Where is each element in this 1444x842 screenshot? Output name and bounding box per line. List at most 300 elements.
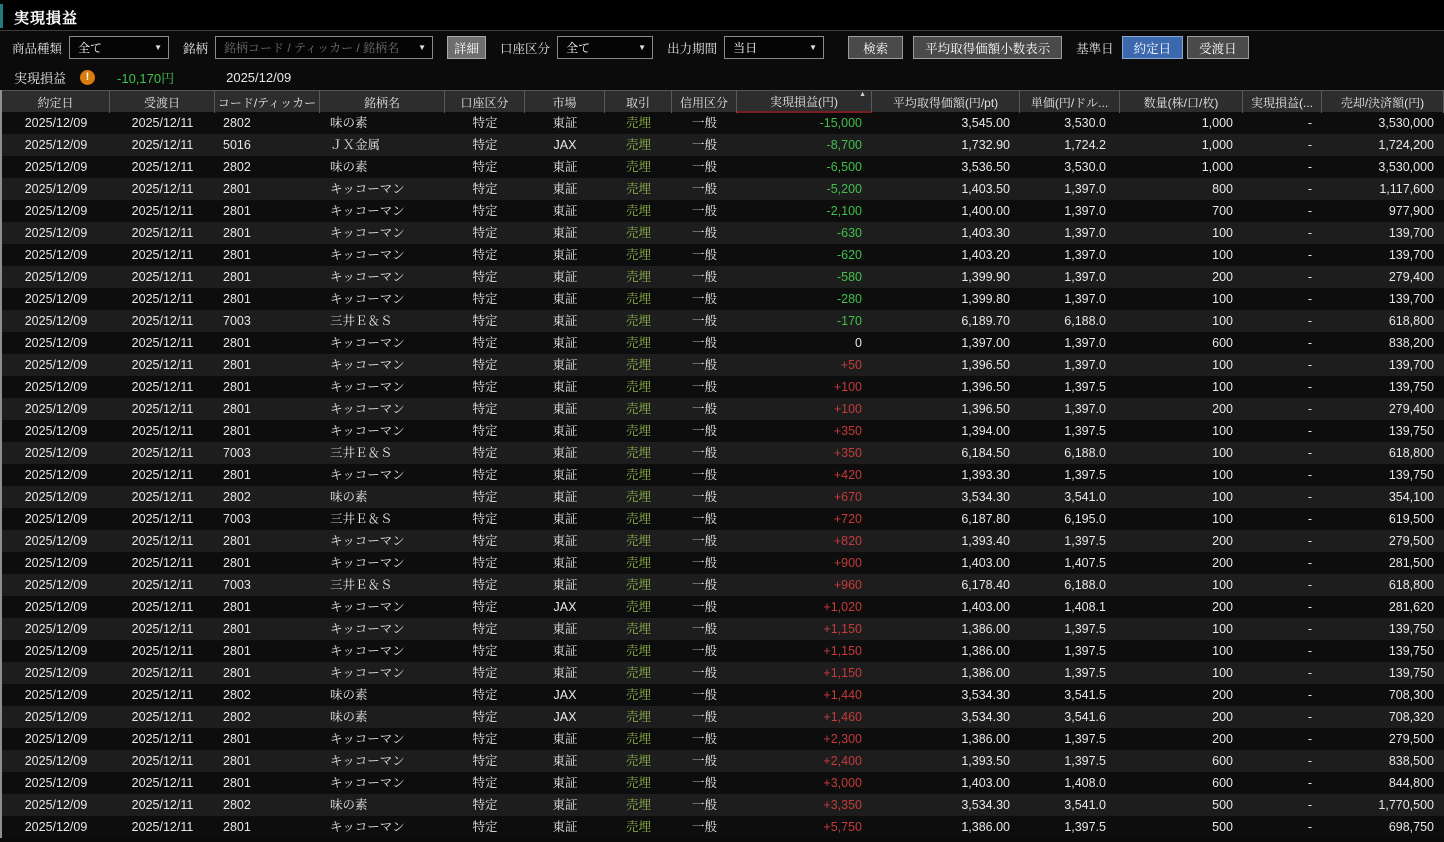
cell-realized-pl-2: - <box>1307 600 1312 614</box>
cell-trade-type: 売埋 <box>625 446 651 460</box>
cell-unit-price: 3,530.0 <box>1064 160 1106 174</box>
cell-realized-pl: +1,020 <box>823 600 862 614</box>
cell-realized-pl-2: - <box>1307 534 1312 548</box>
table-row[interactable] <box>2 442 1444 464</box>
cell-trade-type: 売埋 <box>625 644 651 658</box>
cell-quantity: 100 <box>1212 644 1233 658</box>
symbol-search-combobox[interactable] <box>215 36 433 59</box>
cell-market: 東証 <box>552 490 578 504</box>
search-button[interactable]: 検索 <box>848 36 903 59</box>
cell-trade-date: 2025/12/09 <box>24 754 88 768</box>
cell-account-type: 特定 <box>472 578 498 592</box>
cell-account-type: 特定 <box>472 336 498 350</box>
cell-symbol-name: キッコーマン <box>330 336 405 350</box>
cell-margin-type: 一般 <box>691 556 717 570</box>
cell-symbol-name: キッコーマン <box>330 776 405 790</box>
table-row[interactable] <box>2 684 1444 706</box>
cell-sell-settlement-amount: 838,200 <box>1388 336 1434 350</box>
cell-trade-date: 2025/12/09 <box>24 776 88 790</box>
cell-settlement-date: 2025/12/11 <box>131 336 194 350</box>
cell-account-type: 特定 <box>472 600 498 614</box>
cell-realized-pl-2: - <box>1307 138 1312 152</box>
cell-trade-type: 売埋 <box>625 402 651 416</box>
cell-quantity: 800 <box>1212 182 1233 196</box>
table-row[interactable] <box>2 772 1444 794</box>
cell-code-ticker: 2801 <box>223 358 251 372</box>
cell-settlement-date: 2025/12/11 <box>131 358 194 372</box>
cell-code-ticker: 2801 <box>223 820 251 834</box>
cell-settlement-date: 2025/12/11 <box>131 116 194 130</box>
cell-realized-pl: +1,150 <box>823 622 862 636</box>
cell-account-type: 特定 <box>472 314 498 328</box>
cell-settlement-date: 2025/12/11 <box>131 600 194 614</box>
cell-sell-settlement-amount: 619,500 <box>1388 512 1434 526</box>
cell-symbol-name: キッコーマン <box>330 556 405 570</box>
column-header-trade-type[interactable]: 取引 <box>605 91 672 113</box>
base-date-label: 基準日 <box>1076 41 1114 56</box>
cell-trade-type: 売埋 <box>625 820 651 834</box>
cell-settlement-date: 2025/12/11 <box>131 666 194 680</box>
column-header-avg-acquisition-price[interactable]: 平均取得価額(円/pt) <box>872 91 1020 113</box>
cell-market: 東証 <box>552 336 578 350</box>
cell-symbol-name: キッコーマン <box>330 622 405 636</box>
cell-trade-date: 2025/12/09 <box>24 380 88 394</box>
cell-trade-date: 2025/12/09 <box>24 468 88 482</box>
column-header-realized-pl-2[interactable]: 実現損益(... <box>1243 91 1322 113</box>
symbol-label: 銘柄 <box>183 41 209 56</box>
cell-quantity: 500 <box>1212 798 1233 812</box>
cell-sell-settlement-amount: 139,750 <box>1388 468 1434 482</box>
cell-market: JAX <box>553 710 577 724</box>
cell-realized-pl-2: - <box>1307 820 1312 834</box>
settlement-date-toggle-button[interactable]: 受渡日 <box>1187 36 1249 59</box>
column-header-trade-date[interactable]: 約定日 <box>2 91 110 113</box>
cell-trade-type: 売埋 <box>625 468 651 482</box>
cell-trade-type: 売埋 <box>625 424 651 438</box>
cell-trade-type: 売埋 <box>625 732 651 746</box>
cell-market: 東証 <box>552 820 578 834</box>
cell-quantity: 1,000 <box>1201 160 1233 174</box>
cell-trade-date: 2025/12/09 <box>24 534 88 548</box>
cell-trade-date: 2025/12/09 <box>24 402 88 416</box>
cell-code-ticker: 2801 <box>223 600 251 614</box>
table-row[interactable] <box>2 266 1444 288</box>
cell-market: JAX <box>553 688 577 702</box>
table-row[interactable] <box>2 728 1444 750</box>
cell-sell-settlement-amount: 708,320 <box>1388 710 1434 724</box>
cell-market: 東証 <box>552 380 578 394</box>
cell-realized-pl: +960 <box>833 578 862 592</box>
table-row[interactable] <box>2 750 1444 772</box>
cell-unit-price: 1,397.5 <box>1064 622 1106 636</box>
cell-quantity: 100 <box>1212 314 1233 328</box>
cell-settlement-date: 2025/12/11 <box>131 798 194 812</box>
output-period-select[interactable] <box>724 36 824 59</box>
cell-account-type: 特定 <box>472 358 498 372</box>
cell-unit-price: 1,408.1 <box>1064 600 1106 614</box>
table-row[interactable] <box>2 596 1444 618</box>
table-row[interactable] <box>2 552 1444 574</box>
cell-symbol-name: キッコーマン <box>330 600 405 614</box>
cell-code-ticker: 2801 <box>223 380 251 394</box>
cell-trade-date: 2025/12/09 <box>24 358 88 372</box>
cell-settlement-date: 2025/12/11 <box>131 204 194 218</box>
cell-trade-date: 2025/12/09 <box>24 622 88 636</box>
cell-margin-type: 一般 <box>691 468 717 482</box>
cell-realized-pl: +720 <box>833 512 862 526</box>
cell-trade-date: 2025/12/09 <box>24 226 88 240</box>
cell-settlement-date: 2025/12/11 <box>131 182 194 196</box>
column-header-quantity[interactable]: 数量(株/口/枚) <box>1120 91 1243 113</box>
cell-realized-pl: +2,300 <box>823 732 862 746</box>
cell-avg-acquisition-price: 3,545.00 <box>961 116 1010 130</box>
cell-quantity: 200 <box>1212 402 1233 416</box>
cell-market: 東証 <box>552 270 578 284</box>
cell-market: 東証 <box>552 468 578 482</box>
table-row[interactable] <box>2 156 1444 178</box>
table-row[interactable] <box>2 618 1444 640</box>
chevron-down-icon: ▼ <box>638 43 647 52</box>
cell-trade-type: 売埋 <box>625 160 651 174</box>
cell-realized-pl: +100 <box>833 402 862 416</box>
chevron-down-icon: ▼ <box>809 43 818 52</box>
cell-trade-type: 売埋 <box>625 754 651 768</box>
cell-avg-acquisition-price: 1,386.00 <box>961 732 1010 746</box>
cell-sell-settlement-amount: 139,750 <box>1388 622 1434 636</box>
cell-sell-settlement-amount: 139,700 <box>1388 226 1434 240</box>
cell-realized-pl-2: - <box>1307 754 1312 768</box>
cell-trade-type: 売埋 <box>625 622 651 636</box>
account-type-select[interactable] <box>557 36 653 59</box>
column-header-market[interactable]: 市場 <box>525 91 605 113</box>
cell-symbol-name: キッコーマン <box>330 248 405 262</box>
output-period-label: 出力期間 <box>667 41 718 56</box>
column-header-code-ticker[interactable]: コード/ティッカー <box>215 91 320 113</box>
cell-trade-type: 売埋 <box>625 182 651 196</box>
cell-symbol-name: 味の素 <box>330 490 368 504</box>
cell-quantity: 700 <box>1212 204 1233 218</box>
cell-code-ticker: 2802 <box>223 798 251 812</box>
cell-unit-price: 1,407.5 <box>1064 556 1106 570</box>
cell-symbol-name: キッコーマン <box>330 424 405 438</box>
cell-code-ticker: 2801 <box>223 204 251 218</box>
cell-realized-pl: +1,440 <box>823 688 862 702</box>
cell-account-type: 特定 <box>472 534 498 548</box>
cell-realized-pl-2: - <box>1307 644 1312 658</box>
cell-symbol-name: 味の素 <box>330 116 368 130</box>
cell-code-ticker: 2802 <box>223 116 251 130</box>
cell-quantity: 200 <box>1212 534 1233 548</box>
cell-avg-acquisition-price: 1,396.50 <box>961 358 1010 372</box>
cell-realized-pl: +5,750 <box>823 820 862 834</box>
cell-trade-date: 2025/12/09 <box>24 314 88 328</box>
column-header-realized-pl[interactable]: 実現損益(円) ▲ <box>737 91 872 113</box>
cell-account-type: 特定 <box>472 820 498 834</box>
detail-button[interactable]: 詳細 <box>447 36 486 59</box>
cell-margin-type: 一般 <box>691 292 717 306</box>
cell-account-type: 特定 <box>472 644 498 658</box>
cell-avg-acquisition-price: 1,393.30 <box>961 468 1010 482</box>
cell-unit-price: 1,397.5 <box>1064 468 1106 482</box>
cell-avg-acquisition-price: 6,187.80 <box>961 512 1010 526</box>
cell-realized-pl: +3,350 <box>823 798 862 812</box>
cell-trade-date: 2025/12/09 <box>24 666 88 680</box>
table-row[interactable] <box>2 244 1444 266</box>
cell-quantity: 600 <box>1212 336 1233 350</box>
column-header-margin-type[interactable]: 信用区分 <box>672 91 737 113</box>
table-row[interactable] <box>2 574 1444 596</box>
cell-trade-type: 売埋 <box>625 248 651 262</box>
cell-realized-pl: +900 <box>833 556 862 570</box>
cell-market: 東証 <box>552 226 578 240</box>
cell-account-type: 特定 <box>472 556 498 570</box>
cell-avg-acquisition-price: 6,184.50 <box>961 446 1010 460</box>
table-row[interactable] <box>2 794 1444 816</box>
table-row[interactable] <box>2 134 1444 156</box>
cell-code-ticker: 2802 <box>223 710 251 724</box>
cell-sell-settlement-amount: 838,500 <box>1388 754 1434 768</box>
cell-market: 東証 <box>552 204 578 218</box>
cell-settlement-date: 2025/12/11 <box>131 556 194 570</box>
cell-trade-type: 売埋 <box>625 336 651 350</box>
table-row[interactable] <box>2 288 1444 310</box>
table-row[interactable] <box>2 508 1444 530</box>
cell-unit-price: 1,397.0 <box>1064 292 1106 306</box>
cell-settlement-date: 2025/12/11 <box>131 160 194 174</box>
cell-margin-type: 一般 <box>691 644 717 658</box>
table-row[interactable] <box>2 398 1444 420</box>
cell-code-ticker: 7003 <box>223 446 251 460</box>
cell-realized-pl-2: - <box>1307 490 1312 504</box>
cell-realized-pl: -8,700 <box>826 138 862 152</box>
cell-quantity: 100 <box>1212 490 1233 504</box>
cell-margin-type: 一般 <box>691 600 717 614</box>
cell-market: 東証 <box>552 446 578 460</box>
cell-sell-settlement-amount: 139,700 <box>1388 248 1434 262</box>
cell-sell-settlement-amount: 279,400 <box>1388 270 1434 284</box>
cell-unit-price: 3,541.0 <box>1064 490 1106 504</box>
cell-trade-type: 売埋 <box>625 710 651 724</box>
cell-trade-date: 2025/12/09 <box>24 160 88 174</box>
cell-code-ticker: 2801 <box>223 424 251 438</box>
cell-settlement-date: 2025/12/11 <box>131 776 194 790</box>
cell-market: 東証 <box>552 292 578 306</box>
cell-realized-pl-2: - <box>1307 666 1312 680</box>
cell-realized-pl: +50 <box>840 358 862 372</box>
cell-unit-price: 1,397.0 <box>1064 182 1106 196</box>
cell-realized-pl-2: - <box>1307 226 1312 240</box>
cell-unit-price: 1,724.2 <box>1064 138 1106 152</box>
cell-symbol-name: キッコーマン <box>330 226 405 240</box>
cell-realized-pl: -15,000 <box>819 116 862 130</box>
cell-unit-price: 1,397.0 <box>1064 336 1106 350</box>
cell-unit-price: 1,397.0 <box>1064 402 1106 416</box>
cell-realized-pl-2: - <box>1307 512 1312 526</box>
cell-unit-price: 1,397.0 <box>1064 248 1106 262</box>
cell-margin-type: 一般 <box>691 358 717 372</box>
cell-market: 東証 <box>552 622 578 636</box>
table-row[interactable] <box>2 332 1444 354</box>
cell-realized-pl: +350 <box>833 446 862 460</box>
cell-trade-type: 売埋 <box>625 116 651 130</box>
cell-settlement-date: 2025/12/11 <box>131 578 194 592</box>
column-header-sell-settlement-amount[interactable]: 売却/決済額(円) <box>1322 91 1444 113</box>
cell-account-type: 特定 <box>472 622 498 636</box>
cell-settlement-date: 2025/12/11 <box>131 644 194 658</box>
cell-quantity: 200 <box>1212 270 1233 284</box>
cell-margin-type: 一般 <box>691 380 717 394</box>
cell-trade-type: 売埋 <box>625 314 651 328</box>
column-header-symbol-name[interactable]: 銘柄名 <box>320 91 445 113</box>
cell-quantity: 200 <box>1212 556 1233 570</box>
table-row[interactable] <box>2 112 1444 134</box>
cell-sell-settlement-amount: 1,117,600 <box>1379 182 1434 196</box>
table-row[interactable] <box>2 530 1444 552</box>
cell-account-type: 特定 <box>472 292 498 306</box>
cell-avg-acquisition-price: 1,386.00 <box>961 644 1010 658</box>
product-type-label: 商品種類 <box>12 41 63 56</box>
cell-code-ticker: 2801 <box>223 666 251 680</box>
avg-price-decimal-toggle-button[interactable]: 平均取得価額小数表示 <box>913 36 1062 59</box>
cell-settlement-date: 2025/12/11 <box>131 138 194 152</box>
table-row[interactable] <box>2 706 1444 728</box>
table-row[interactable] <box>2 376 1444 398</box>
cell-unit-price: 1,397.5 <box>1064 732 1106 746</box>
cell-symbol-name: キッコーマン <box>330 292 405 306</box>
cell-code-ticker: 2801 <box>223 556 251 570</box>
cell-quantity: 100 <box>1212 578 1233 592</box>
cell-account-type: 特定 <box>472 798 498 812</box>
cell-sell-settlement-amount: 3,530,000 <box>1378 160 1434 174</box>
cell-avg-acquisition-price: 1,399.90 <box>961 270 1010 284</box>
cell-symbol-name: 三井Ｅ＆Ｓ <box>330 578 393 592</box>
cell-avg-acquisition-price: 6,189.70 <box>961 314 1010 328</box>
table-row[interactable] <box>2 420 1444 442</box>
cell-code-ticker: 2802 <box>223 688 251 702</box>
cell-realized-pl-2: - <box>1307 622 1312 636</box>
cell-avg-acquisition-price: 1,394.00 <box>961 424 1010 438</box>
cell-margin-type: 一般 <box>691 248 717 262</box>
cell-quantity: 1,000 <box>1201 138 1233 152</box>
cell-trade-date: 2025/12/09 <box>24 710 88 724</box>
cell-margin-type: 一般 <box>691 732 717 746</box>
table-row[interactable] <box>2 662 1444 684</box>
cell-sell-settlement-amount: 844,800 <box>1388 776 1434 790</box>
cell-account-type: 特定 <box>472 270 498 284</box>
column-header-account-type[interactable]: 口座区分 <box>445 91 525 113</box>
cell-trade-type: 売埋 <box>625 270 651 284</box>
cell-symbol-name: 味の素 <box>330 710 368 724</box>
cell-realized-pl: +350 <box>833 424 862 438</box>
cell-margin-type: 一般 <box>691 138 717 152</box>
cell-sell-settlement-amount: 281,500 <box>1388 556 1434 570</box>
cell-trade-date: 2025/12/09 <box>24 798 88 812</box>
summary-total-value: -10,170円 <box>117 70 175 86</box>
cell-code-ticker: 5016 <box>223 138 251 152</box>
product-type-select[interactable] <box>69 36 169 59</box>
cell-trade-date: 2025/12/09 <box>24 116 88 130</box>
cell-symbol-name: キッコーマン <box>330 402 405 416</box>
cell-avg-acquisition-price: 6,178.40 <box>961 578 1010 592</box>
table-row[interactable] <box>2 486 1444 508</box>
cell-code-ticker: 7003 <box>223 314 251 328</box>
cell-code-ticker: 2802 <box>223 160 251 174</box>
cell-account-type: 特定 <box>472 182 498 196</box>
cell-margin-type: 一般 <box>691 798 717 812</box>
cell-trade-type: 売埋 <box>625 512 651 526</box>
column-header-settlement-date[interactable]: 受渡日 <box>110 91 215 113</box>
cell-realized-pl-2: - <box>1307 182 1312 196</box>
cell-code-ticker: 2801 <box>223 534 251 548</box>
cell-market: JAX <box>553 600 577 614</box>
cell-margin-type: 一般 <box>691 336 717 350</box>
cell-realized-pl: -580 <box>836 270 862 284</box>
cell-unit-price: 1,397.5 <box>1064 754 1106 768</box>
cell-avg-acquisition-price: 1,396.50 <box>961 380 1010 394</box>
cell-trade-type: 売埋 <box>625 358 651 372</box>
cell-account-type: 特定 <box>472 688 498 702</box>
cell-trade-type: 売埋 <box>625 204 651 218</box>
cell-margin-type: 一般 <box>691 204 717 218</box>
cell-trade-type: 売埋 <box>625 688 651 702</box>
trade-date-toggle-button[interactable]: 約定日 <box>1122 36 1184 59</box>
column-header-unit-price[interactable]: 単価(円/ドル... <box>1020 91 1120 113</box>
cell-code-ticker: 2801 <box>223 644 251 658</box>
cell-margin-type: 一般 <box>691 116 717 130</box>
cell-account-type: 特定 <box>472 446 498 460</box>
cell-margin-type: 一般 <box>691 490 717 504</box>
cell-trade-date: 2025/12/09 <box>24 204 88 218</box>
cell-market: 東証 <box>552 644 578 658</box>
table-row[interactable] <box>2 200 1444 222</box>
table-row[interactable] <box>2 354 1444 376</box>
cell-account-type: 特定 <box>472 204 498 218</box>
table-row[interactable] <box>2 816 1444 838</box>
cell-margin-type: 一般 <box>691 534 717 548</box>
cell-realized-pl-2: - <box>1307 270 1312 284</box>
cell-quantity: 200 <box>1212 732 1233 746</box>
cell-margin-type: 一般 <box>691 314 717 328</box>
cell-trade-date: 2025/12/09 <box>24 644 88 658</box>
cell-realized-pl: +1,150 <box>823 644 862 658</box>
cell-code-ticker: 2801 <box>223 754 251 768</box>
cell-realized-pl-2: - <box>1307 248 1312 262</box>
cell-account-type: 特定 <box>472 402 498 416</box>
table-row[interactable] <box>2 640 1444 662</box>
cell-sell-settlement-amount: 1,724,200 <box>1378 138 1434 152</box>
cell-realized-pl-2: - <box>1307 358 1312 372</box>
cell-sell-settlement-amount: 279,400 <box>1388 402 1434 416</box>
table-row[interactable] <box>2 310 1444 332</box>
cell-unit-price: 1,397.0 <box>1064 226 1106 240</box>
table-row[interactable] <box>2 178 1444 200</box>
cell-account-type: 特定 <box>472 776 498 790</box>
cell-realized-pl-2: - <box>1307 380 1312 394</box>
cell-code-ticker: 2802 <box>223 490 251 504</box>
summary-label: 実現損益 <box>14 70 67 86</box>
cell-settlement-date: 2025/12/11 <box>131 446 194 460</box>
cell-sell-settlement-amount: 139,750 <box>1388 424 1434 438</box>
table-row[interactable] <box>2 464 1444 486</box>
cell-realized-pl: -6,500 <box>826 160 862 174</box>
cell-trade-date: 2025/12/09 <box>24 424 88 438</box>
table-row[interactable] <box>2 222 1444 244</box>
cell-unit-price: 1,397.0 <box>1064 358 1106 372</box>
cell-realized-pl-2: - <box>1307 204 1312 218</box>
cell-realized-pl-2: - <box>1307 424 1312 438</box>
cell-unit-price: 1,397.5 <box>1064 424 1106 438</box>
cell-quantity: 100 <box>1212 226 1233 240</box>
